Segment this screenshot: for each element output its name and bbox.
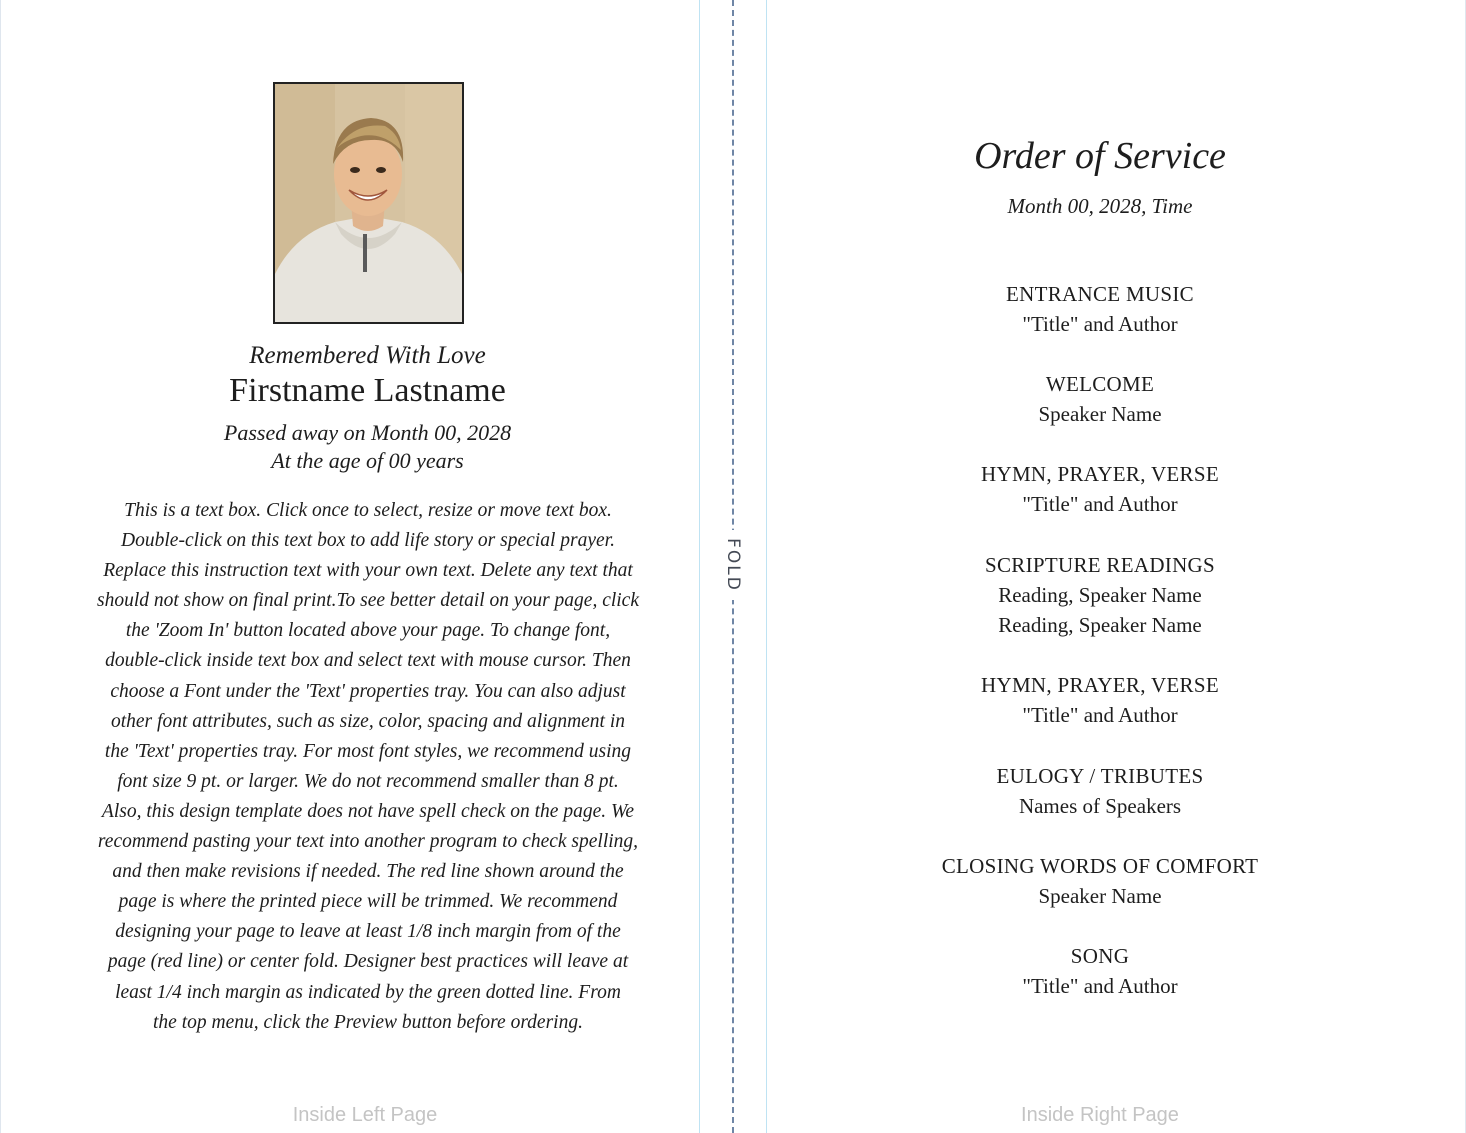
service-section[interactable] [900, 550, 1300, 640]
portrait-photo[interactable] [273, 82, 464, 324]
story-line: page (red line) or center fold. Designer best practices will leave at [107, 951, 629, 973]
fold-label [720, 530, 746, 600]
story-line: Also, this design template does not have spell check on the page. We [101, 800, 635, 822]
section-heading: HYMN, PRAYER, VERSE [981, 673, 1219, 697]
deceased-name[interactable]: Firstname Lastname [229, 372, 506, 409]
age-line[interactable]: At the age of 00 years [271, 448, 464, 473]
story-line: recommend pasting your text into another program to check spelling, [97, 831, 639, 853]
service-section[interactable] [900, 279, 1300, 339]
section-detail: "Title" and Author [1022, 492, 1178, 516]
section-detail: "Title" and Author [1022, 312, 1178, 336]
remembered-heading[interactable]: Remembered With Love [249, 342, 486, 369]
story-line: the 'Zoom In' button located above your page. To change font, [125, 620, 611, 642]
section-heading: HYMN, PRAYER, VERSE [981, 462, 1219, 486]
inside-right-page-caption: Inside Right Page [1021, 1104, 1179, 1126]
section-heading: SCRIPTURE READINGS [984, 553, 1215, 577]
story-line: other font attributes, such as size, color, spacing and alignment in [110, 710, 626, 732]
story-line: Double-click on this text box to add life story or special prayer. [121, 530, 615, 552]
story-line: the 'Text' properties tray. For most font styles, we recommend using [104, 740, 632, 762]
right-page-edge [766, 0, 767, 1133]
section-detail: Reading, Speaker Name [998, 613, 1202, 637]
service-section[interactable] [900, 670, 1300, 730]
section-detail: "Title" and Author [1022, 974, 1178, 998]
service-section[interactable] [900, 369, 1300, 429]
left-page-edge [699, 0, 700, 1133]
section-heading: EULOGY / TRIBUTES [996, 764, 1204, 788]
section-detail: Reading, Speaker Name [998, 583, 1202, 607]
service-date[interactable]: Month 00, 2028, Time [1007, 194, 1193, 218]
service-section[interactable] [900, 941, 1300, 1001]
section-heading: ENTRANCE MUSIC [1006, 282, 1194, 306]
passed-away-date[interactable]: Passed away on Month 00, 2028 [223, 420, 512, 445]
section-heading: WELCOME [1045, 372, 1155, 396]
story-line: least 1/4 inch margin as indicated by the green dotted line. From [115, 981, 621, 1003]
story-line: page is where the printed piece will be trimmed. We recommend [118, 891, 618, 913]
story-line: and then make revisions if needed. The red line shown around the [112, 861, 624, 883]
service-section[interactable] [900, 851, 1300, 911]
inside-left-page-caption: Inside Left Page [292, 1104, 438, 1126]
story-line: designing your page to leave at least 1/8 inch margin from of the [115, 921, 621, 943]
story-line: font size 9 pt. or larger. We do not recommend smaller than 8 pt. [117, 770, 619, 792]
section-detail: Speaker Name [1038, 884, 1162, 908]
portrait-image [275, 84, 462, 322]
story-line: double-click inside text box and select text with mouse cursor. Then [105, 650, 631, 672]
section-detail: Speaker Name [1038, 402, 1162, 426]
life-story-text-box[interactable] [88, 496, 648, 1038]
section-detail: "Title" and Author [1022, 703, 1178, 727]
section-heading: SONG [1070, 944, 1130, 968]
section-detail: Names of Speakers [1018, 794, 1182, 818]
story-line: Replace this instruction text with your own text. Delete any text that [103, 560, 633, 582]
order-of-service-title[interactable]: Order of Service [974, 135, 1226, 177]
story-line: choose a Font under the 'Text' properties tray. You can also adjust [110, 680, 626, 702]
story-line: This is a text box. Click once to select, resize or move text box. [124, 500, 612, 521]
section-heading: CLOSING WORDS OF COMFORT [941, 854, 1259, 878]
story-line: the top menu, click the Preview button before ordering. [153, 1011, 583, 1033]
story-line: should not show on final print.To see better detail on your page, click [97, 590, 639, 612]
fold-label-text: FOLD [723, 538, 744, 592]
service-section[interactable] [900, 459, 1300, 519]
service-section[interactable] [900, 761, 1300, 821]
